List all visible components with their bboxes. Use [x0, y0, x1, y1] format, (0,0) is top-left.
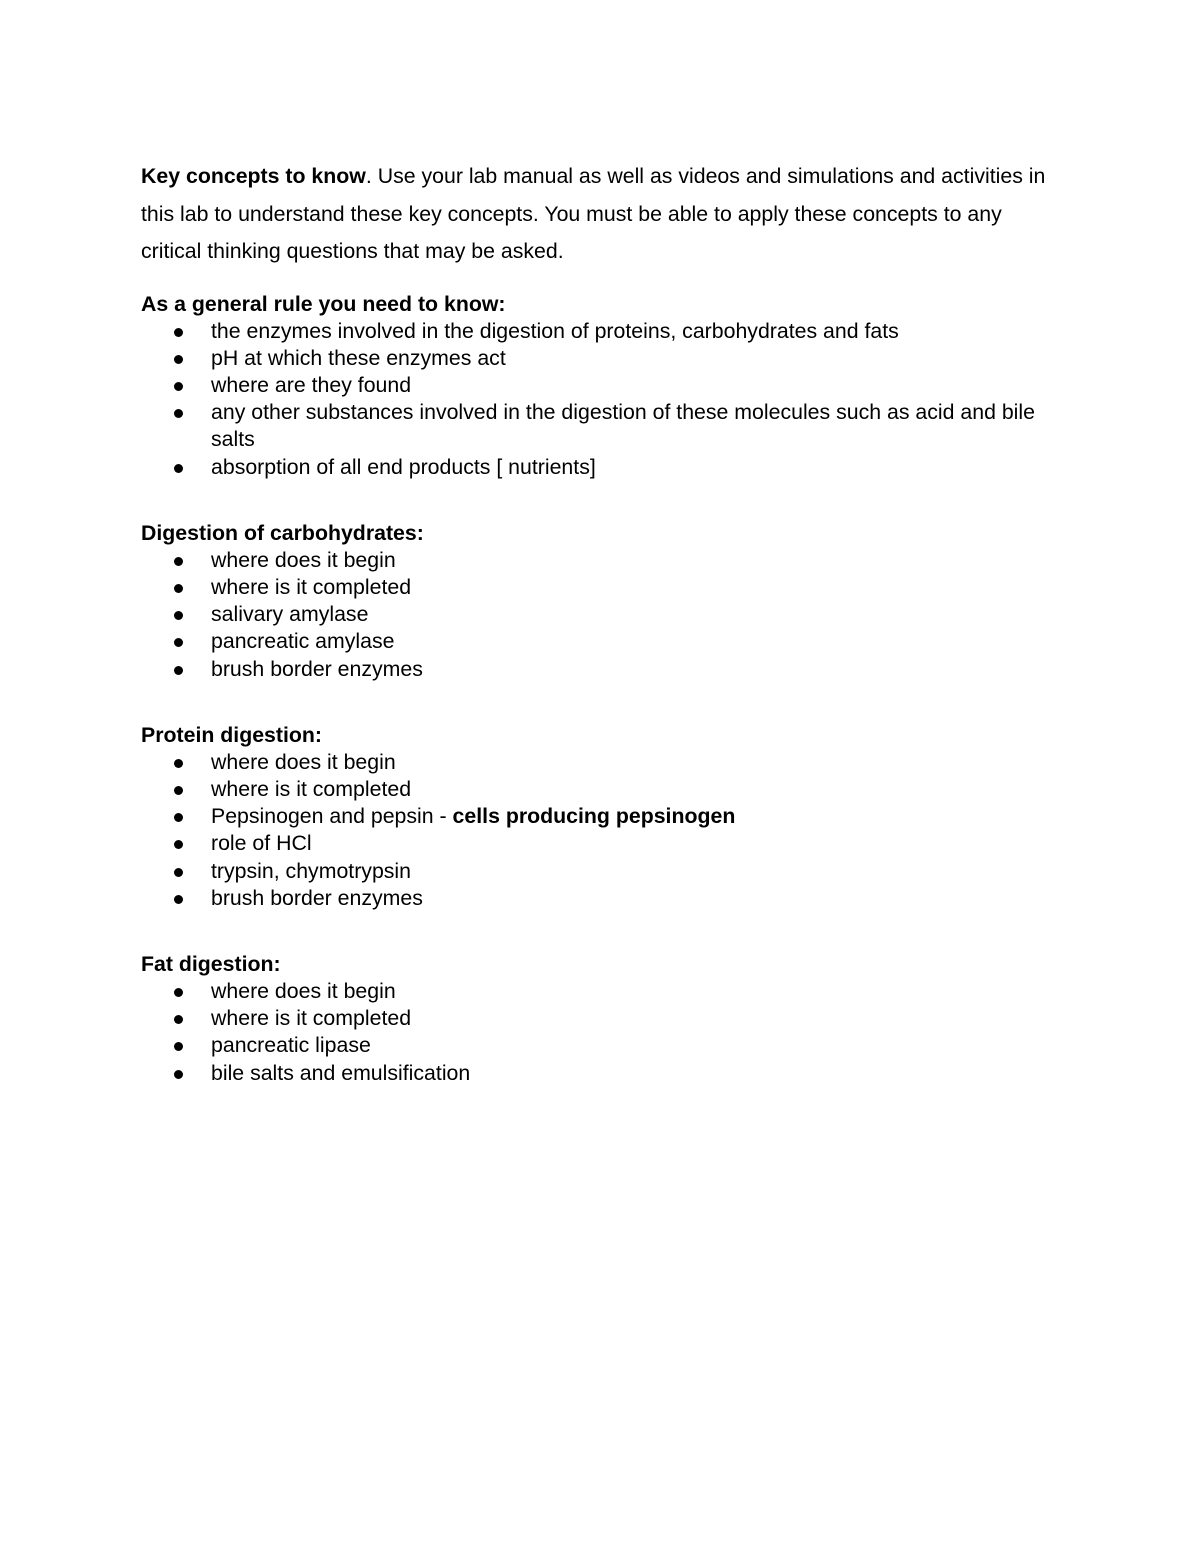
list-item-text: where is it completed — [211, 574, 412, 599]
list-item — [141, 749, 1056, 776]
list-item — [141, 628, 1056, 655]
list-item-text: pH at which these enzymes act — [211, 345, 506, 370]
list-item — [141, 656, 1056, 683]
bullet-icon — [174, 813, 183, 822]
bullet-icon — [174, 409, 183, 418]
list-item-text: where is it completed — [211, 776, 412, 801]
intro-bold-lead: Key concepts to know — [141, 164, 366, 188]
list-item-text: any other substances involved in the digestion of these molecules such as acid and bile salts — [211, 400, 1035, 452]
fat-heading: Fat digestion: — [141, 951, 281, 976]
bullet-icon — [174, 759, 183, 768]
list-item — [141, 547, 1056, 574]
intro-text: . Use your lab manual as well as videos and simulations and activities in this lab to understand these key concepts. You must be able to apply these concepts to any critical thinking questions that may be asked. — [141, 164, 1046, 263]
list-item-text: where is it completed — [211, 1006, 412, 1031]
list-item — [141, 454, 1056, 481]
general-list — [141, 318, 1056, 481]
bullet-icon — [174, 1070, 183, 1079]
bullet-icon — [174, 895, 183, 904]
protein-heading: Protein digestion: — [141, 722, 323, 747]
bullet-icon — [174, 666, 183, 675]
carbohydrates-list — [141, 547, 1056, 683]
intro-paragraph — [141, 158, 1056, 271]
list-item-text: trypsin, chymotrypsin — [211, 858, 412, 883]
list-item — [141, 1032, 1056, 1059]
list-item-text: role of HCl — [211, 831, 312, 856]
list-item-text: the enzymes involved in the digestion of proteins, carbohydrates and fats — [211, 318, 899, 343]
list-item-text: pancreatic amylase — [211, 629, 395, 654]
list-item-text: Pepsinogen and pepsin - — [211, 804, 453, 829]
list-item-text: pancreatic lipase — [211, 1033, 371, 1058]
general-heading: As a general rule you need to know: — [141, 291, 506, 316]
list-item-text: brush border enzymes — [211, 656, 423, 681]
list-item — [141, 978, 1056, 1005]
list-item-text: where are they found — [211, 372, 412, 397]
list-item-text: where does it begin — [211, 978, 396, 1003]
list-item — [141, 830, 1056, 857]
list-item — [141, 372, 1056, 399]
bullet-icon — [174, 382, 183, 391]
bullet-icon — [174, 611, 183, 620]
bullet-icon — [174, 638, 183, 647]
bullet-icon — [174, 557, 183, 566]
list-item-text: where does it begin — [211, 547, 396, 572]
list-item-text: absorption of all end products [ nutrients] — [211, 454, 596, 479]
list-item — [141, 345, 1056, 372]
list-item — [141, 574, 1056, 601]
carbohydrates-heading: Digestion of carbohydrates: — [141, 520, 424, 545]
list-item — [141, 1005, 1056, 1032]
bullet-icon — [174, 868, 183, 877]
list-item — [141, 601, 1056, 628]
bullet-icon — [174, 988, 183, 997]
list-item — [141, 318, 1056, 345]
bullet-icon — [174, 1015, 183, 1024]
list-item-bold-text: cells producing pepsinogen — [452, 804, 736, 829]
bullet-icon — [174, 355, 183, 364]
protein-list — [141, 749, 1056, 912]
bullet-icon — [174, 464, 183, 473]
list-item — [141, 858, 1056, 885]
list-item-text: bile salts and emulsification — [211, 1060, 471, 1085]
document-page — [141, 158, 1056, 1087]
bullet-icon — [174, 328, 183, 337]
list-item — [141, 803, 1056, 830]
list-item-text: salivary amylase — [211, 602, 369, 627]
list-item — [141, 399, 1056, 453]
bullet-icon — [174, 840, 183, 849]
bullet-icon — [174, 1042, 183, 1051]
fat-list — [141, 978, 1056, 1087]
list-item — [141, 1060, 1056, 1087]
bullet-icon — [174, 786, 183, 795]
list-item — [141, 776, 1056, 803]
list-item-text: brush border enzymes — [211, 885, 423, 910]
list-item — [141, 885, 1056, 912]
list-item-text: where does it begin — [211, 749, 396, 774]
bullet-icon — [174, 584, 183, 593]
